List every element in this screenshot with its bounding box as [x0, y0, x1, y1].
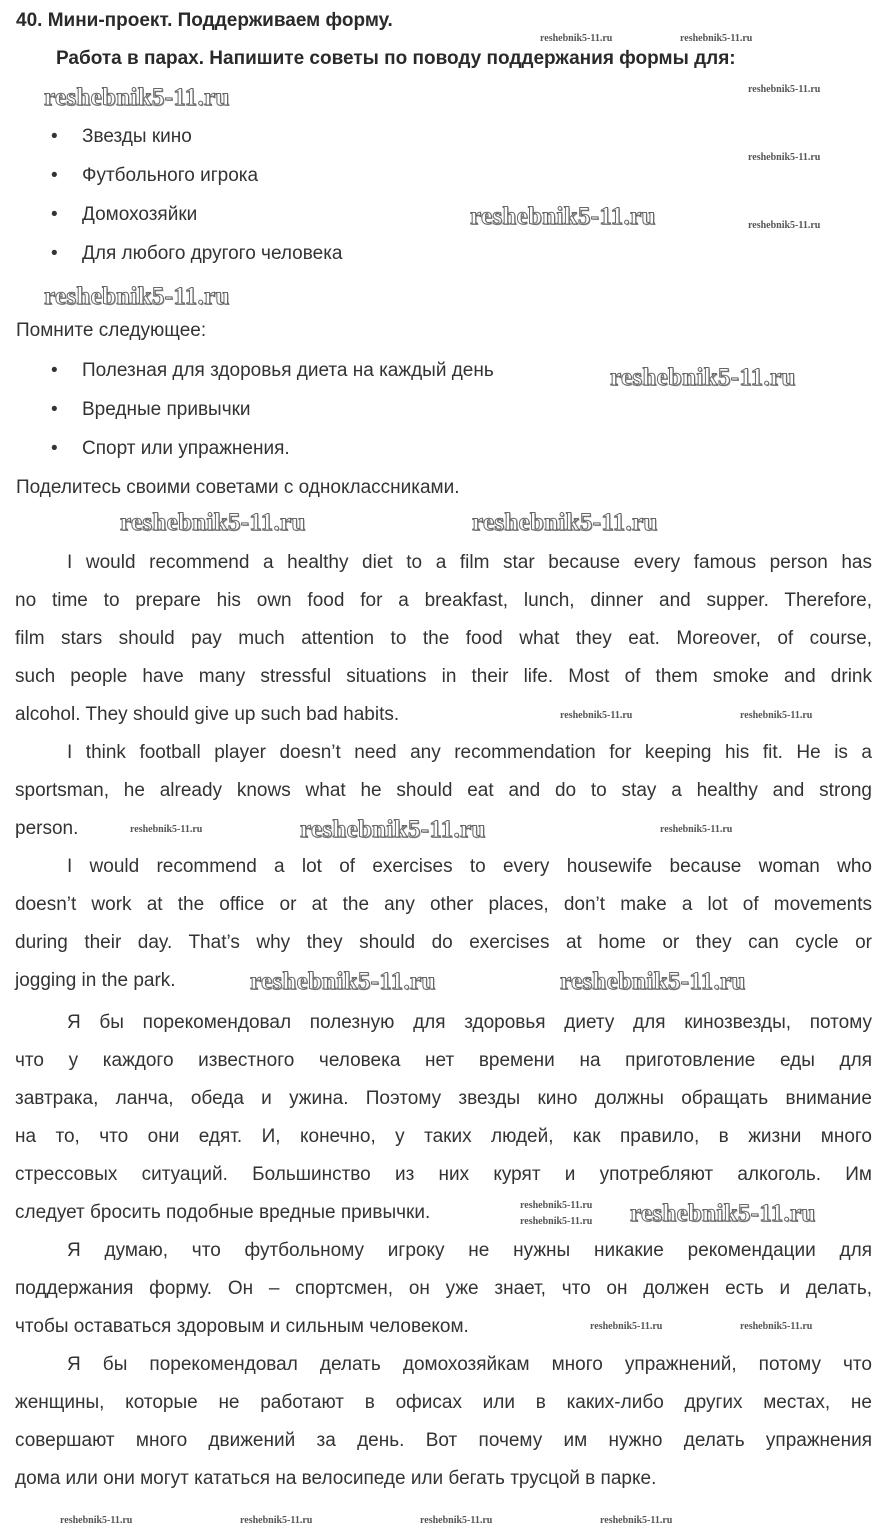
- text-line: person.: [15, 818, 79, 839]
- watermark: reshebnik5-11.ru: [590, 1321, 663, 1332]
- watermark: reshebnik5-11.ru: [520, 1200, 593, 1211]
- text-line: during their day. That’s why they should do exercises at home or they can cycle or: [15, 932, 872, 953]
- list-item: [48, 390, 494, 429]
- text-line: женщины, которые не работают в офисах или в каких-либо других местах, не: [15, 1392, 872, 1413]
- text-line: film stars should pay much attention to the food what they eat. Moreover, of course,: [15, 628, 872, 649]
- text-line: стрессовых ситуаций. Большинство из них курят и употребляют алкоголь. Им: [15, 1164, 872, 1185]
- watermark: reshebnik5-11.ru: [300, 816, 486, 843]
- list-item: [48, 195, 343, 234]
- list-item: [48, 351, 494, 390]
- watermark: reshebnik5-11.ru: [680, 33, 753, 44]
- list-item-text: Звезды кино: [82, 126, 192, 147]
- watermark: reshebnik5-11.ru: [520, 1216, 593, 1227]
- watermark: reshebnik5-11.ru: [44, 283, 230, 310]
- text-line: Я бы порекомендовал полезную для здоровья диету для кинозвезды, потому: [67, 1012, 872, 1033]
- remember-list: [48, 351, 494, 468]
- list-item-text: Полезная для здоровья диета на каждый день: [82, 360, 494, 381]
- watermark: reshebnik5-11.ru: [740, 710, 813, 721]
- exercise-subtitle: Работа в парах. Напишите советы по поводу поддержания формы для:: [56, 48, 736, 69]
- watermark: reshebnik5-11.ru: [600, 1515, 673, 1526]
- text-line: Я бы порекомендовал делать домохозяйкам много упражнений, потому что: [67, 1354, 872, 1375]
- text-line: следует бросить подобные вредные привычки.: [15, 1202, 431, 1223]
- watermark: reshebnik5-11.ru: [560, 968, 746, 995]
- watermark: reshebnik5-11.ru: [420, 1515, 493, 1526]
- text-line: дома или они могут кататься на велосипеде или бегать трусцой в парке.: [15, 1468, 657, 1489]
- paragraph: [15, 544, 872, 734]
- watermark: reshebnik5-11.ru: [240, 1515, 313, 1526]
- list-item: [48, 234, 343, 273]
- watermark: reshebnik5-11.ru: [472, 509, 658, 536]
- bullet-icon: •: [51, 204, 58, 225]
- watermark: reshebnik5-11.ru: [130, 824, 203, 835]
- text-line: I would recommend a lot of exercises to every housewife because woman who: [67, 856, 872, 877]
- watermark: reshebnik5-11.ru: [470, 203, 656, 230]
- bullet-icon: •: [51, 126, 58, 147]
- watermark: reshebnik5-11.ru: [540, 33, 613, 44]
- watermark: reshebnik5-11.ru: [660, 824, 733, 835]
- paragraph: [15, 1346, 872, 1498]
- remember-heading: Помните следующее:: [16, 320, 207, 341]
- watermark: reshebnik5-11.ru: [120, 509, 306, 536]
- text-line: Я думаю, что футбольному игроку не нужны никакие рекомендации для: [67, 1240, 872, 1261]
- text-line: завтрака, ланча, обеда и ужина. Поэтому звезды кино должны обращать внимание: [15, 1088, 872, 1109]
- text-line: sportsman, he already knows what he should eat and do to stay a healthy and strong: [15, 780, 872, 801]
- watermark: reshebnik5-11.ru: [560, 710, 633, 721]
- text-line: I would recommend a healthy diet to a film star because every famous person has: [67, 552, 872, 573]
- watermark: reshebnik5-11.ru: [748, 84, 821, 95]
- text-line: поддержания форму. Он – спортсмен, он уже знает, что он должен есть и делать,: [15, 1278, 872, 1299]
- paragraph: [15, 1004, 872, 1232]
- share-instruction: Поделитесь своими советами с одноклассниками.: [16, 477, 460, 498]
- bullet-icon: •: [51, 399, 58, 420]
- list-item-text: Спорт или упражнения.: [82, 438, 290, 459]
- text-line: doesn’t work at the office or at the any other places, don’t make a lot of movements: [15, 894, 872, 915]
- list-item: [48, 156, 343, 195]
- text-line: I think football player doesn’t need any recommendation for keeping his fit. He is a: [67, 742, 872, 763]
- watermark: reshebnik5-11.ru: [740, 1321, 813, 1332]
- bullet-icon: •: [51, 438, 58, 459]
- watermark: reshebnik5-11.ru: [44, 84, 230, 111]
- watermark: reshebnik5-11.ru: [748, 220, 821, 231]
- list-item: [48, 117, 343, 156]
- english-answer: [15, 544, 872, 1000]
- text-line: на то, что они едят. И, конечно, у таких людей, как правило, в жизни много: [15, 1126, 872, 1147]
- text-line: совершают много движений за день. Вот почему им нужно делать упражнения: [15, 1430, 872, 1451]
- text-line: such people have many stressful situations in their life. Most of them smoke and drink: [15, 666, 872, 687]
- watermark: reshebnik5-11.ru: [748, 152, 821, 163]
- exercise-title: 40. Мини-проект. Поддерживаем форму.: [16, 10, 393, 31]
- bullet-icon: •: [51, 165, 58, 186]
- target-list: [48, 117, 343, 273]
- list-item-text: Для любого другого человека: [82, 243, 343, 264]
- watermark: reshebnik5-11.ru: [610, 364, 796, 391]
- list-item: [48, 429, 494, 468]
- russian-translation: [15, 1004, 872, 1498]
- list-item-text: Вредные привычки: [82, 399, 251, 420]
- text-line: no time to prepare his own food for a breakfast, lunch, dinner and supper. Therefore,: [15, 590, 872, 611]
- text-line: jogging in the park.: [15, 970, 176, 991]
- watermark: reshebnik5-11.ru: [630, 1200, 816, 1227]
- bullet-icon: •: [51, 360, 58, 381]
- text-line: что у каждого известного человека нет времени на приготовление еды для: [15, 1050, 872, 1071]
- text-line: alcohol. They should give up such bad habits.: [15, 704, 400, 725]
- bullet-icon: •: [51, 243, 58, 264]
- watermark: reshebnik5-11.ru: [60, 1515, 133, 1526]
- watermark: reshebnik5-11.ru: [250, 968, 436, 995]
- list-item-text: Домохозяйки: [82, 204, 198, 225]
- text-line: чтобы оставаться здоровым и сильным человеком.: [15, 1316, 469, 1337]
- list-item-text: Футбольного игрока: [82, 165, 259, 186]
